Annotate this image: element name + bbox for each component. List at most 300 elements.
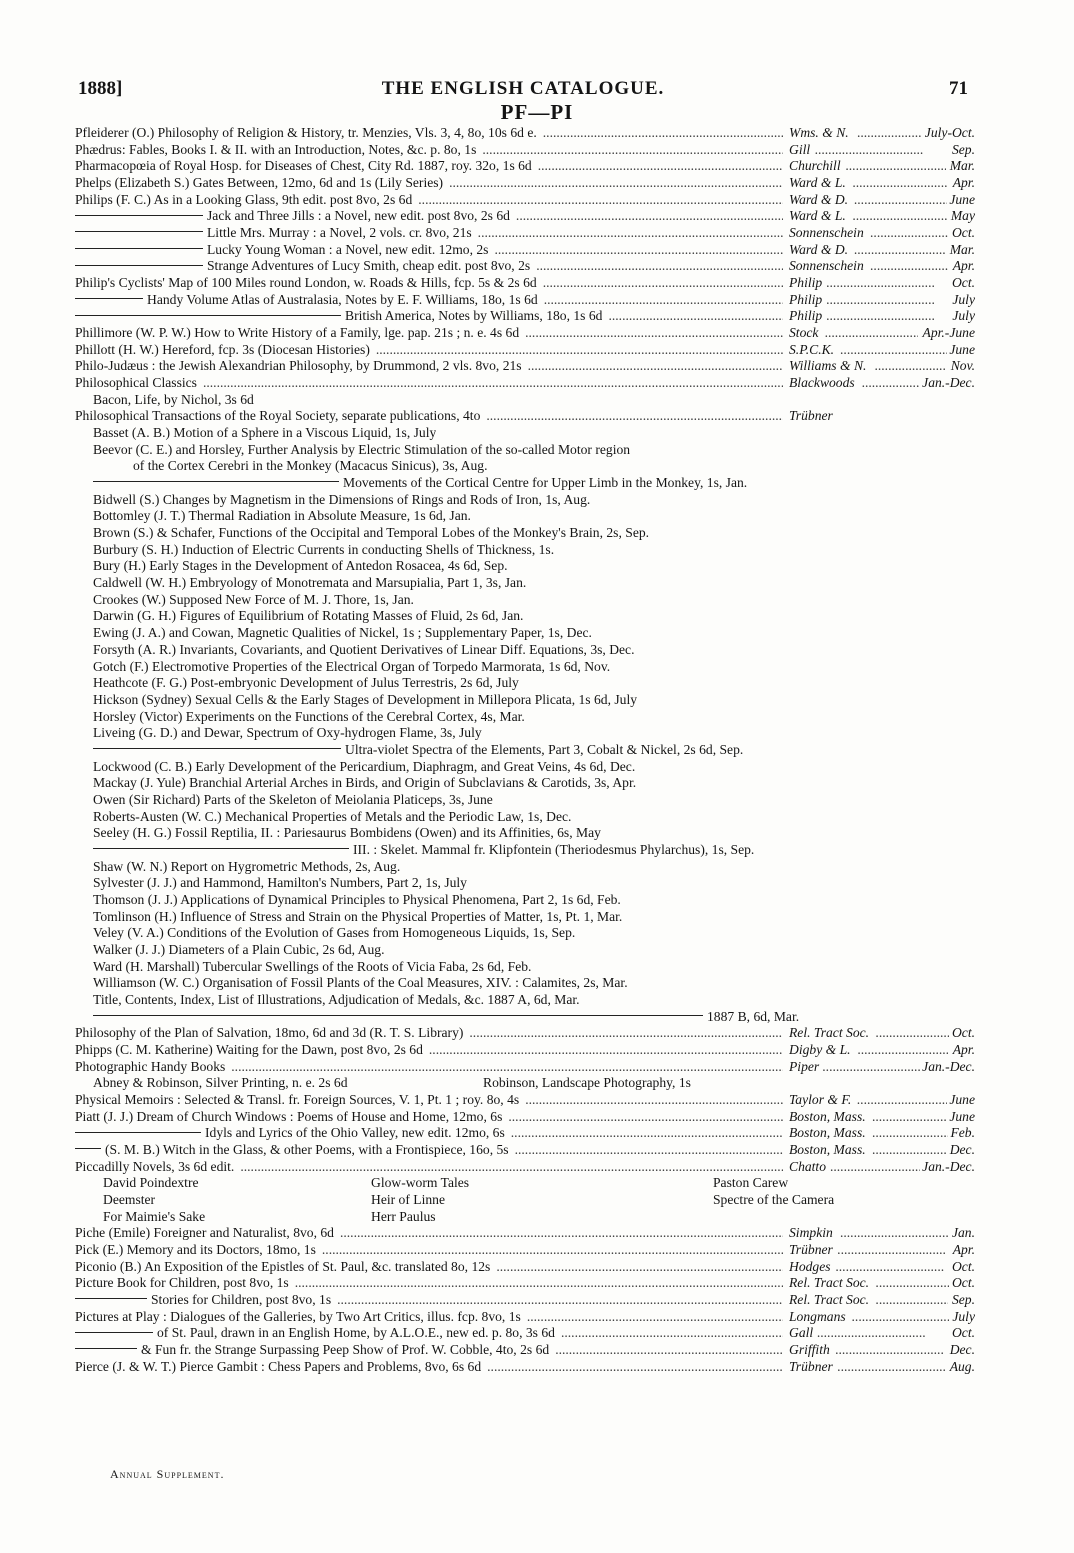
catalogue-entry xyxy=(75,442,975,459)
catalogue-entry xyxy=(75,1075,975,1092)
entry-text xyxy=(75,292,538,309)
month: July xyxy=(952,1308,975,1324)
publisher: Trübner xyxy=(789,1242,833,1258)
ditto-rule xyxy=(75,265,203,266)
page-number: 71 xyxy=(949,78,968,99)
entry-text xyxy=(75,258,530,275)
entry-text xyxy=(93,975,628,992)
ditto-rule xyxy=(93,748,341,749)
catalogue-entry xyxy=(75,992,975,1009)
catalogue-entry xyxy=(75,142,975,159)
catalogue-entry xyxy=(75,792,975,809)
entry-title: Pictures at Play : Dialogues of the Galleries, by Two Art Critics, illus. fcp. 8vo, 1s xyxy=(75,1308,521,1324)
catalogue-entry xyxy=(75,1242,975,1259)
catalogue-entry xyxy=(75,475,975,492)
entry-text xyxy=(93,475,747,492)
catalogue-entry xyxy=(75,1275,975,1292)
entry-title: Forsyth (A. R.) Invariants, Covariants, and Quotient Derivatives of Linear Diff. Equations, 3s, Dec. xyxy=(93,641,635,657)
publisher: Ward & L. xyxy=(789,208,846,224)
publisher: Hodges xyxy=(789,1258,831,1274)
leader-dots xyxy=(826,292,949,309)
entry-text xyxy=(93,842,754,859)
catalogue-entry xyxy=(75,525,975,542)
entry-title: Jack and Three Jills : a Novel, new edit. post 8vo, 2s 6d xyxy=(207,208,510,224)
entry-text xyxy=(93,592,414,609)
entry-text xyxy=(75,275,537,292)
entry-text xyxy=(93,492,590,509)
ditto-rule xyxy=(93,1015,703,1016)
catalogue-entry xyxy=(75,959,975,976)
catalogue-entry xyxy=(75,458,975,475)
entry-title: Stories for Children, post 8vo, 1s xyxy=(151,1292,332,1308)
catalogue-entry xyxy=(75,192,975,209)
footer-note: Annual Supplement. xyxy=(110,1467,225,1481)
entry-title: Physical Memoirs : Selected & Transl. fr. Foreign Sources, V. 1, Pt. 1 ; roy. 8o, 4s xyxy=(75,1091,520,1107)
entry-title: Darwin (G. H.) Figures of Equilibrium of Rotating Masses of Fluid, 2s 6d, Jan. xyxy=(93,608,524,624)
leader-dots xyxy=(830,1159,920,1176)
entry-title: Idyls and Lyrics of the Ohio Valley, new edit. 12mo, 6s xyxy=(205,1125,505,1141)
leader-dots xyxy=(536,258,783,275)
entry-title: Pharmacopœia of Royal Hosp. for Diseases of Chest, City Rd. 1887, roy. 32o, 1s 6d xyxy=(75,158,532,174)
entry-title: Owen (Sir Richard) Parts of the Skeleton of Meiolania Platiceps, 3s, June xyxy=(93,791,493,807)
entry-text xyxy=(93,692,637,709)
ditto-rule xyxy=(75,1132,201,1133)
catalogue-entry xyxy=(75,625,975,642)
entry-title: Veley (V. A.) Conditions of the Evolution of Gases from Homogeneous Liquids, 1s, Sep. xyxy=(93,925,576,941)
leader-dots xyxy=(231,1059,783,1076)
entry-text xyxy=(93,909,622,926)
entry-text xyxy=(75,1242,316,1259)
entry-text xyxy=(93,825,601,842)
series-title: David Poindextre xyxy=(103,1175,199,1191)
entry-text xyxy=(75,1342,549,1359)
leader-dots xyxy=(376,342,783,359)
entry-title: Heathcote (F. G.) Post-embryonic Development of Julus Terrestris, 2s 6d, July xyxy=(93,675,519,691)
catalogue-entry xyxy=(75,425,975,442)
leader-dots xyxy=(528,358,783,375)
series-title: Spectre of the Camera xyxy=(713,1192,835,1207)
month: June xyxy=(949,191,975,207)
month: Jan.-Dec. xyxy=(922,1058,975,1074)
leader-dots xyxy=(561,1325,783,1342)
ditto-rule xyxy=(75,298,143,299)
entry-text xyxy=(75,158,532,175)
publisher: Sonnenschein xyxy=(789,225,864,241)
catalogue-entry xyxy=(75,592,975,609)
month: Jan. xyxy=(951,1225,975,1241)
entry-text xyxy=(93,608,523,625)
entry-title: Hickson (Sydney) Sexual Cells & the Early Stages of Development in Millepora Plicata, 1s 6d, July xyxy=(93,691,638,707)
series-title: For Maimie's Sake xyxy=(103,1208,206,1224)
catalogue-entry xyxy=(75,358,975,375)
leader-dots xyxy=(874,358,945,375)
catalogue-entry xyxy=(75,1142,975,1159)
catalogue-entry xyxy=(75,275,975,292)
entry-text xyxy=(75,408,480,425)
publisher: Philip xyxy=(789,275,823,291)
publisher: Ward & L. xyxy=(789,175,846,191)
publisher: Stock xyxy=(789,325,819,341)
leader-dots xyxy=(608,308,783,325)
catalogue-entry xyxy=(75,775,975,792)
entry-text xyxy=(75,1142,509,1159)
publisher: Rel. Tract Soc. xyxy=(789,1275,870,1291)
entry-title: Sylvester (J. J.) and Hammond, Hamilton's Numbers, Part 2, 1s, July xyxy=(93,875,467,891)
series-title: Heir of Linne xyxy=(371,1192,445,1207)
leader-dots xyxy=(857,1092,947,1109)
leader-dots xyxy=(826,275,948,292)
leader-dots xyxy=(544,292,783,309)
leader-dots xyxy=(835,1259,948,1276)
entry-text xyxy=(93,942,385,959)
month: Jan.-Dec. xyxy=(922,1158,975,1174)
catalogue-entry xyxy=(75,1359,975,1376)
entry-text xyxy=(93,542,554,559)
entry-text xyxy=(75,1359,481,1376)
entry-title: of St. Paul, drawn in an English Home, by A.L.O.E., new ed. p. 8o, 3s 6d xyxy=(157,1325,555,1341)
ditto-rule xyxy=(75,1348,137,1349)
leader-dots xyxy=(862,375,920,392)
leader-dots xyxy=(837,1359,944,1376)
month: Apr. xyxy=(952,258,975,274)
entry-title: Basset (A. B.) Motion of a Sphere in a Viscous Liquid, 1s, July xyxy=(93,425,437,441)
catalogue-entry xyxy=(75,342,975,359)
catalogue-entry xyxy=(75,1175,975,1192)
leader-dots xyxy=(511,1125,783,1142)
entry-title: Philosophy of the Plan of Salvation, 18mo, 6d and 3d (R. T. S. Library) xyxy=(75,1025,464,1041)
leader-dots xyxy=(482,142,783,159)
month: Dec. xyxy=(949,1141,975,1157)
entry-title: Beevor (C. E.) and Horsley, Further Analysis by Electric Stimulation of the so-called Motor region xyxy=(93,441,631,457)
entry-title: Phædrus: Fables, Books I. & II. with an Introduction, Notes, &c. p. 8o, 1s xyxy=(75,141,477,157)
entry-title: Strange Adventures of Lucy Smith, cheap edit. post 8vo, 2s xyxy=(207,258,531,274)
catalogue-entry xyxy=(75,675,975,692)
publisher: Boston, Mass. xyxy=(789,1108,866,1124)
month: Mar. xyxy=(949,241,975,257)
catalogue-entry xyxy=(75,859,975,876)
entry-text xyxy=(93,425,436,442)
entry-text xyxy=(93,792,493,809)
publisher: Boston, Mass. xyxy=(789,1141,866,1157)
leader-dots xyxy=(852,1309,949,1326)
catalogue-entry xyxy=(75,125,975,142)
catalogue-entry xyxy=(75,292,975,309)
leader-dots xyxy=(449,175,783,192)
entry-text xyxy=(75,192,412,209)
leader-dots xyxy=(516,208,783,225)
entry-text xyxy=(75,1109,502,1126)
leader-dots xyxy=(322,1242,783,1259)
entry-title: Picture Book for Children, post 8vo, 1s xyxy=(75,1275,289,1291)
catalogue-entry xyxy=(75,1159,975,1176)
entry-title: Seeley (H. G.) Fossil Reptilia, II. : Pariesaurus Bombidens (Owen) and its Affinities, 6s, May xyxy=(93,825,601,841)
entry-title: Gotch (F.) Electromotive Properties of the Electrical Organ of Torpedo Marmorata, 1s 6d, Nov. xyxy=(93,658,611,674)
entry-text xyxy=(75,1042,423,1059)
publisher: Griffith xyxy=(789,1342,830,1358)
catalogue-entry xyxy=(75,492,975,509)
leader-dots xyxy=(496,1259,783,1276)
catalogue-entry xyxy=(75,508,975,525)
catalogue-entry xyxy=(75,1225,975,1242)
leader-dots xyxy=(875,1292,947,1309)
leader-dots xyxy=(822,1059,919,1076)
catalogue-entry xyxy=(75,825,975,842)
entry-title: Piconio (B.) An Exposition of the Epistles of St. Paul, &c. translated 8o, 12s xyxy=(75,1258,491,1274)
entry-text xyxy=(93,725,482,742)
publisher: Trübner xyxy=(789,1358,833,1374)
month: June xyxy=(949,341,975,357)
catalogue-entry xyxy=(75,1342,975,1359)
entry-text xyxy=(75,342,370,359)
catalogue-entry xyxy=(75,909,975,926)
leader-dots xyxy=(525,325,783,342)
entry-text xyxy=(93,625,592,642)
catalogue-entry xyxy=(75,375,975,392)
entry-text xyxy=(75,1275,289,1292)
entry-text xyxy=(75,125,537,142)
catalogue-entry xyxy=(75,575,975,592)
entry-text xyxy=(93,508,471,525)
month: July-Oct. xyxy=(924,125,975,140)
entry-title: Mackay (J. Yule) Branchial Arterial Arches in Birds, and Origin of Subclavians & Carotids, 3s, Apr. xyxy=(93,775,637,791)
entry-title: Williamson (W. C.) Organisation of Fossil Plants of the Coal Measures, XIV. : Calamites, 2s, Mar. xyxy=(93,975,628,991)
publisher: S.P.C.K. xyxy=(789,341,835,357)
entry-text xyxy=(93,775,636,792)
leader-dots xyxy=(840,1225,950,1242)
publisher: Simpkin xyxy=(789,1225,833,1241)
entry-title: Handy Volume Atlas of Australasia, Notes by E. F. Williams, 18o, 1s 6d xyxy=(147,291,538,307)
ditto-rule xyxy=(75,1298,147,1299)
catalogue-entry xyxy=(75,1125,975,1142)
catalogue-entry xyxy=(75,809,975,826)
catalogue-entry xyxy=(75,225,975,242)
entry-text xyxy=(93,875,467,892)
publisher: Philip xyxy=(789,308,823,324)
catalogue-entry xyxy=(75,1292,975,1309)
month: Oct. xyxy=(951,1275,975,1291)
leader-dots xyxy=(852,175,947,192)
catalogue-entry xyxy=(75,1309,975,1326)
entry-text xyxy=(93,992,580,1009)
entry-text xyxy=(93,392,254,409)
month: Dec. xyxy=(949,1342,975,1358)
leader-dots xyxy=(835,1342,946,1359)
catalogue-entry xyxy=(75,659,975,676)
entry-text xyxy=(75,242,488,259)
publisher: Philip xyxy=(789,291,823,307)
publisher: Boston, Mass. xyxy=(789,1125,866,1141)
entry-title: Ultra-violet Spectra of the Elements, Part 3, Cobalt & Nickel, 2s 6d, Sep. xyxy=(345,741,744,757)
entry-text xyxy=(75,1025,463,1042)
entry-title: Piccadilly Novels, 3s 6d edit. xyxy=(75,1158,235,1174)
leader-dots xyxy=(837,1242,948,1259)
entry-title: Philo-Judæus : the Jewish Alexandrian Philosophy, by Drummond, 2 vls. 8vo, 21s xyxy=(75,358,522,374)
leader-dots xyxy=(857,1042,947,1059)
leader-dots xyxy=(845,158,946,175)
publisher: Wms. & N. xyxy=(789,125,849,140)
leader-dots xyxy=(508,1109,783,1126)
entry-title: Phipps (C. M. Katherine) Waiting for the Dawn, post 8vo, 2s 6d xyxy=(75,1041,423,1057)
publisher: Gall xyxy=(789,1325,814,1341)
entry-text xyxy=(93,859,400,876)
leader-dots xyxy=(857,125,921,142)
entry-text xyxy=(93,759,635,776)
leader-dots xyxy=(469,1025,783,1042)
catalogue-entry xyxy=(75,1325,975,1342)
catalogue-entry xyxy=(75,325,975,342)
leader-dots xyxy=(527,1309,783,1326)
entry-text xyxy=(93,659,610,676)
month: Oct. xyxy=(951,1325,975,1341)
entry-text xyxy=(93,442,630,459)
leader-dots xyxy=(852,208,946,225)
entry-text xyxy=(75,1125,505,1142)
entry-text xyxy=(75,1159,234,1176)
catalogue-entry xyxy=(75,1009,975,1026)
catalogue-entry xyxy=(75,208,975,225)
catalogue-entry xyxy=(75,408,975,425)
entry-text xyxy=(75,225,472,242)
month: Oct. xyxy=(951,1025,975,1041)
month: July xyxy=(952,291,975,307)
leader-dots xyxy=(870,225,948,242)
entry-title: Bottomley (J. T.) Thermal Radiation in Absolute Measure, 1s 6d, Jan. xyxy=(93,508,471,524)
entry-text xyxy=(93,1009,799,1026)
catalogue-entry xyxy=(75,925,975,942)
entry-title: Horsley (Victor) Experiments on the Functions of the Cerebral Cortex, 4s, Mar. xyxy=(93,708,525,724)
leader-dots xyxy=(240,1159,783,1176)
ditto-rule xyxy=(93,481,339,482)
entry-title: Phillimore (W. P. W.) How to Write History of a Family, lge. pap. 21s ; n. e. 4s 6d xyxy=(75,325,520,341)
entry-title: Phillott (H. W.) Hereford, fcp. 3s (Diocesan Histories) xyxy=(75,341,370,357)
entry-title: Burbury (S. H.) Induction of Electric Currents in conducting Shells of Thickness, 1s. xyxy=(93,541,555,557)
entry-title: Piatt (J. J.) Dream of Church Windows : Poems of House and Home, 12mo, 6s xyxy=(75,1108,503,1124)
entry-title: Photographic Handy Books xyxy=(75,1058,226,1074)
entry-text xyxy=(93,558,508,575)
month: Feb. xyxy=(950,1125,975,1141)
entry-title: Title, Contents, Index, List of Illustrations, Adjudication of Medals, &c. 1887 A, 6d, Mar. xyxy=(93,991,580,1007)
entry-text xyxy=(93,525,649,542)
catalogue-entry xyxy=(75,175,975,192)
leader-dots xyxy=(826,308,949,325)
catalogue-title: THE ENGLISH CATALOGUE. xyxy=(381,78,665,99)
entry-title: Little Mrs. Murray : a Novel, 2 vols. cr. 8vo, 21s xyxy=(207,225,472,241)
entry-title: Caldwell (W. H.) Embryology of Monotremata and Marsupialia, Part 1, 3s, Jan. xyxy=(93,575,527,591)
entry-text xyxy=(75,1092,519,1109)
publisher: Rel. Tract Soc. xyxy=(789,1025,870,1041)
ditto-rule xyxy=(75,1148,101,1149)
publisher: Taylor & F. xyxy=(789,1091,852,1107)
entry-title: of the Cortex Cerebri in the Monkey (Macacus Sinicus), 3s, Aug. xyxy=(133,458,488,474)
entry-title: 1887 B, 6d, Mar. xyxy=(707,1008,800,1024)
entry-list xyxy=(75,125,975,1375)
entry-title: Philosophical Classics xyxy=(75,375,197,391)
entry-title: Walker (J. J.) Diameters of a Plain Cubic, 2s 6d, Aug. xyxy=(93,941,385,957)
entry-text xyxy=(75,1259,490,1276)
leader-dots xyxy=(337,1292,783,1309)
entry-title: Ewing (J. A.) and Cowan, Magnetic Qualities of Nickel, 1s ; Supplementary Paper, 1s, Dec. xyxy=(93,625,592,641)
month: July xyxy=(952,308,975,324)
entry-text xyxy=(133,458,488,475)
publisher: Blackwoods xyxy=(789,375,855,391)
month: Sep. xyxy=(951,1292,975,1308)
entry-title: Liveing (G. D.) and Dewar, Spectrum of Oxy-hydrogen Flame, 3s, July xyxy=(93,725,482,741)
catalogue-entry xyxy=(75,875,975,892)
entry-text xyxy=(75,308,602,325)
entry-title: Shaw (W. N.) Report on Hygrometric Methods, 2s, Aug. xyxy=(93,858,401,874)
catalogue-entry xyxy=(75,1192,975,1209)
month: Sep. xyxy=(951,141,975,157)
leader-dots xyxy=(840,342,947,359)
publisher: Digby & L. xyxy=(789,1041,851,1057)
leader-dots xyxy=(825,325,918,342)
month: Oct. xyxy=(951,1258,975,1274)
catalogue-entry xyxy=(75,1259,975,1276)
leader-dots xyxy=(525,1092,783,1109)
series-title: Herr Paulus xyxy=(371,1208,436,1224)
ditto-rule xyxy=(75,315,341,316)
catalogue-entry xyxy=(75,709,975,726)
entry-title: Pierce (J. & W. T.) Pierce Gambit : Chess Papers and Problems, 8vo, 6s 6d xyxy=(75,1358,482,1374)
entry-text xyxy=(75,142,476,159)
month: Oct. xyxy=(951,275,975,291)
entry-title: Ward (H. Marshall) Tubercular Swellings of the Roots of Vicia Faba, 2s 6d, Feb. xyxy=(93,958,532,974)
month: Apr. xyxy=(952,175,975,191)
publisher: Piper xyxy=(789,1058,820,1074)
leader-dots xyxy=(854,192,947,209)
catalogue-entry xyxy=(75,1059,975,1076)
month: June xyxy=(949,1091,975,1107)
leader-dots xyxy=(872,1109,947,1126)
leader-dots xyxy=(815,142,948,159)
entry-text xyxy=(75,208,510,225)
series-title: Glow-worm Tales xyxy=(371,1175,470,1191)
catalogue-entry xyxy=(75,975,975,992)
entry-title: Tomlinson (H.) Influence of Stress and Strain on the Physical Properties of Matter, 1s, Pt. 1, Mar. xyxy=(93,908,623,924)
catalogue-entry xyxy=(75,558,975,575)
ditto-rule xyxy=(93,848,349,849)
entry-text xyxy=(75,325,519,342)
catalogue-entry xyxy=(75,608,975,625)
entry-title: Philips (F. C.) As in a Looking Glass, 9th edit. post 8vo, 2s 6d xyxy=(75,191,413,207)
leader-dots xyxy=(872,1142,946,1159)
publisher: Churchill xyxy=(789,158,841,174)
entry-title: Bacon, Life, by Nichol, 3s 6d xyxy=(93,391,254,407)
leader-dots xyxy=(555,1342,783,1359)
catalogue-entry xyxy=(75,392,975,409)
running-head xyxy=(78,78,968,102)
catalogue-entry xyxy=(75,725,975,742)
entry-text xyxy=(75,1309,521,1326)
catalogue-entry xyxy=(75,842,975,859)
entry-title: Robinson, Landscape Photography, 1s xyxy=(483,1075,691,1091)
entry-text xyxy=(93,892,621,909)
catalogue-entry xyxy=(75,942,975,959)
catalogue-entry xyxy=(75,542,975,559)
ditto-rule xyxy=(75,231,203,232)
leader-dots xyxy=(295,1275,783,1292)
entry-text xyxy=(75,1292,331,1309)
year-label: 1888] xyxy=(78,78,123,99)
entry-text xyxy=(93,809,571,826)
catalogue-entry xyxy=(75,642,975,659)
entry-title: Bidwell (S.) Changes by Magnetism in the Dimensions of Rings and Rods of Iron, 1s, Aug. xyxy=(93,491,591,507)
month: May xyxy=(950,208,975,224)
leader-dots xyxy=(203,375,783,392)
entry-text xyxy=(75,358,522,375)
entry-title: Lockwood (C. B.) Early Development of the Pericardium, Diaphragm, and Great Veins, 4s 6d, Dec. xyxy=(93,758,636,774)
month: June xyxy=(949,1108,975,1124)
